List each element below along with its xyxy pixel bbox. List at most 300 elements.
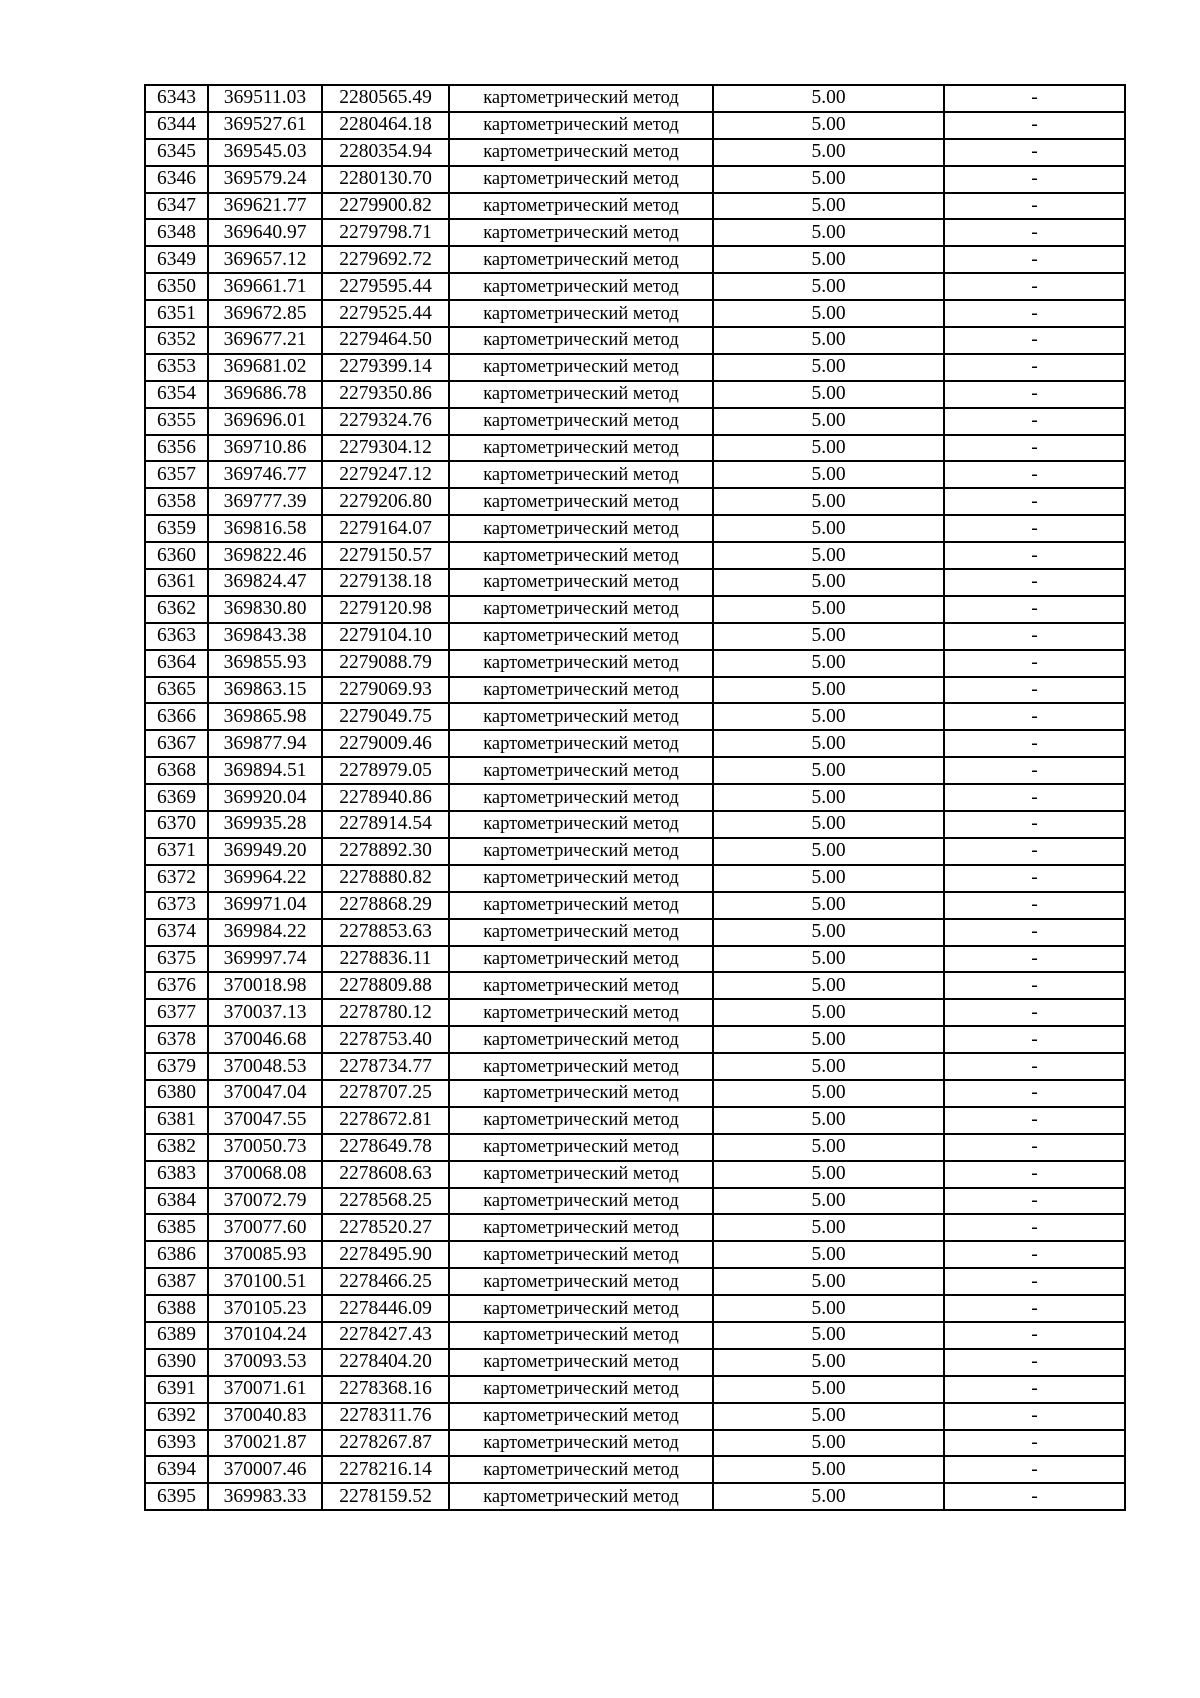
method-cell: картометрический метод (449, 112, 713, 139)
accuracy-cell: 5.00 (713, 1483, 944, 1510)
table-row (145, 784, 1125, 811)
y-coordinate-cell: 2280354.94 (322, 139, 449, 166)
point-number-cell: 6357 (145, 461, 208, 488)
method-cell: картометрический метод (449, 515, 713, 542)
description-cell: - (944, 1295, 1125, 1322)
y-coordinate-cell: 2279120.98 (322, 596, 449, 623)
method-cell: картометрический метод (449, 650, 713, 677)
method-cell: картометрический метод (449, 1403, 713, 1430)
y-coordinate-cell: 2278649.78 (322, 1134, 449, 1161)
y-coordinate-cell: 2278216.14 (322, 1456, 449, 1483)
accuracy-cell: 5.00 (713, 569, 944, 596)
x-coordinate-cell: 369777.39 (208, 488, 322, 515)
description-cell: - (944, 488, 1125, 515)
point-number-cell: 6351 (145, 300, 208, 327)
accuracy-cell: 5.00 (713, 596, 944, 623)
y-coordinate-cell: 2278446.09 (322, 1295, 449, 1322)
description-cell: - (944, 354, 1125, 381)
point-number-cell: 6359 (145, 515, 208, 542)
y-coordinate-cell: 2278853.63 (322, 919, 449, 946)
method-cell: картометрический метод (449, 193, 713, 220)
method-cell: картометрический метод (449, 1376, 713, 1403)
method-cell: картометрический метод (449, 596, 713, 623)
x-coordinate-cell: 369681.02 (208, 354, 322, 381)
method-cell: картометрический метод (449, 757, 713, 784)
table-row (145, 461, 1125, 488)
x-coordinate-cell: 370047.04 (208, 1080, 322, 1107)
y-coordinate-cell: 2278159.52 (322, 1483, 449, 1510)
description-cell: - (944, 542, 1125, 569)
accuracy-cell: 5.00 (713, 461, 944, 488)
method-cell: картометрический метод (449, 1053, 713, 1080)
y-coordinate-cell: 2278568.25 (322, 1188, 449, 1215)
y-coordinate-cell: 2278466.25 (322, 1268, 449, 1295)
point-number-cell: 6361 (145, 569, 208, 596)
point-number-cell: 6362 (145, 596, 208, 623)
method-cell: картометрический метод (449, 1322, 713, 1349)
description-cell: - (944, 193, 1125, 220)
accuracy-cell: 5.00 (713, 1214, 944, 1241)
table-row (145, 1268, 1125, 1295)
accuracy-cell: 5.00 (713, 166, 944, 193)
description-cell: - (944, 85, 1125, 112)
y-coordinate-cell: 2279104.10 (322, 623, 449, 650)
table-row (145, 219, 1125, 246)
table-row (145, 569, 1125, 596)
x-coordinate-cell: 369746.77 (208, 461, 322, 488)
description-cell: - (944, 300, 1125, 327)
x-coordinate-cell: 369949.20 (208, 838, 322, 865)
point-number-cell: 6343 (145, 85, 208, 112)
description-cell: - (944, 515, 1125, 542)
description-cell: - (944, 1430, 1125, 1457)
accuracy-cell: 5.00 (713, 784, 944, 811)
accuracy-cell: 5.00 (713, 865, 944, 892)
accuracy-cell: 5.00 (713, 1349, 944, 1376)
description-cell: - (944, 381, 1125, 408)
y-coordinate-cell: 2278520.27 (322, 1214, 449, 1241)
x-coordinate-cell: 369865.98 (208, 703, 322, 730)
description-cell: - (944, 1322, 1125, 1349)
y-coordinate-cell: 2279138.18 (322, 569, 449, 596)
y-coordinate-cell: 2278753.40 (322, 1026, 449, 1053)
method-cell: картометрический метод (449, 1430, 713, 1457)
point-number-cell: 6386 (145, 1241, 208, 1268)
point-number-cell: 6377 (145, 999, 208, 1026)
method-cell: картометрический метод (449, 219, 713, 246)
point-number-cell: 6384 (145, 1188, 208, 1215)
description-cell: - (944, 677, 1125, 704)
accuracy-cell: 5.00 (713, 703, 944, 730)
point-number-cell: 6365 (145, 677, 208, 704)
description-cell: - (944, 1053, 1125, 1080)
x-coordinate-cell: 369894.51 (208, 757, 322, 784)
x-coordinate-cell: 370068.08 (208, 1161, 322, 1188)
table-row (145, 1107, 1125, 1134)
y-coordinate-cell: 2278940.86 (322, 784, 449, 811)
method-cell: картометрический метод (449, 1241, 713, 1268)
table-row (145, 1403, 1125, 1430)
point-number-cell: 6367 (145, 730, 208, 757)
table-row (145, 112, 1125, 139)
x-coordinate-cell: 369855.93 (208, 650, 322, 677)
table-row (145, 1295, 1125, 1322)
accuracy-cell: 5.00 (713, 246, 944, 273)
method-cell: картометрический метод (449, 1483, 713, 1510)
table-row (145, 865, 1125, 892)
y-coordinate-cell: 2279206.80 (322, 488, 449, 515)
description-cell: - (944, 623, 1125, 650)
method-cell: картометрический метод (449, 623, 713, 650)
y-coordinate-cell: 2279399.14 (322, 354, 449, 381)
x-coordinate-cell: 369527.61 (208, 112, 322, 139)
y-coordinate-cell: 2278267.87 (322, 1430, 449, 1457)
accuracy-cell: 5.00 (713, 1430, 944, 1457)
description-cell: - (944, 435, 1125, 462)
accuracy-cell: 5.00 (713, 919, 944, 946)
description-cell: - (944, 461, 1125, 488)
accuracy-cell: 5.00 (713, 381, 944, 408)
method-cell: картометрический метод (449, 542, 713, 569)
y-coordinate-cell: 2278427.43 (322, 1322, 449, 1349)
point-number-cell: 6395 (145, 1483, 208, 1510)
accuracy-cell: 5.00 (713, 1295, 944, 1322)
description-cell: - (944, 1107, 1125, 1134)
y-coordinate-cell: 2279900.82 (322, 193, 449, 220)
point-number-cell: 6366 (145, 703, 208, 730)
point-number-cell: 6348 (145, 219, 208, 246)
table-row (145, 515, 1125, 542)
description-cell: - (944, 408, 1125, 435)
x-coordinate-cell: 369997.74 (208, 946, 322, 973)
accuracy-cell: 5.00 (713, 1322, 944, 1349)
y-coordinate-cell: 2278836.11 (322, 946, 449, 973)
accuracy-cell: 5.00 (713, 85, 944, 112)
y-coordinate-cell: 2278404.20 (322, 1349, 449, 1376)
y-coordinate-cell: 2279324.76 (322, 408, 449, 435)
method-cell: картометрический метод (449, 1268, 713, 1295)
table-row (145, 623, 1125, 650)
point-number-cell: 6376 (145, 972, 208, 999)
x-coordinate-cell: 369920.04 (208, 784, 322, 811)
description-cell: - (944, 811, 1125, 838)
method-cell: картометрический метод (449, 327, 713, 354)
description-cell: - (944, 1349, 1125, 1376)
table-row (145, 85, 1125, 112)
table-row (145, 1322, 1125, 1349)
description-cell: - (944, 838, 1125, 865)
x-coordinate-cell: 369579.24 (208, 166, 322, 193)
method-cell: картометрический метод (449, 381, 713, 408)
description-cell: - (944, 246, 1125, 273)
x-coordinate-cell: 369696.01 (208, 408, 322, 435)
table-row (145, 273, 1125, 300)
table-row (145, 1080, 1125, 1107)
method-cell: картометрический метод (449, 435, 713, 462)
point-number-cell: 6393 (145, 1430, 208, 1457)
accuracy-cell: 5.00 (713, 946, 944, 973)
x-coordinate-cell: 369621.77 (208, 193, 322, 220)
method-cell: картометрический метод (449, 919, 713, 946)
y-coordinate-cell: 2279464.50 (322, 327, 449, 354)
accuracy-cell: 5.00 (713, 1053, 944, 1080)
coordinates-table-body (145, 85, 1125, 1510)
accuracy-cell: 5.00 (713, 677, 944, 704)
x-coordinate-cell: 369511.03 (208, 85, 322, 112)
table-row (145, 1188, 1125, 1215)
method-cell: картометрический метод (449, 703, 713, 730)
y-coordinate-cell: 2278311.76 (322, 1403, 449, 1430)
table-row (145, 1483, 1125, 1510)
y-coordinate-cell: 2279350.86 (322, 381, 449, 408)
x-coordinate-cell: 369843.38 (208, 623, 322, 650)
method-cell: картометрический метод (449, 246, 713, 273)
x-coordinate-cell: 370085.93 (208, 1241, 322, 1268)
accuracy-cell: 5.00 (713, 408, 944, 435)
table-row (145, 703, 1125, 730)
accuracy-cell: 5.00 (713, 300, 944, 327)
x-coordinate-cell: 370072.79 (208, 1188, 322, 1215)
y-coordinate-cell: 2279069.93 (322, 677, 449, 704)
description-cell: - (944, 1026, 1125, 1053)
y-coordinate-cell: 2279595.44 (322, 273, 449, 300)
point-number-cell: 6391 (145, 1376, 208, 1403)
accuracy-cell: 5.00 (713, 542, 944, 569)
table-row (145, 1376, 1125, 1403)
point-number-cell: 6392 (145, 1403, 208, 1430)
method-cell: картометрический метод (449, 354, 713, 381)
y-coordinate-cell: 2278809.88 (322, 972, 449, 999)
method-cell: картометрический метод (449, 1161, 713, 1188)
description-cell: - (944, 972, 1125, 999)
method-cell: картометрический метод (449, 811, 713, 838)
description-cell: - (944, 1483, 1125, 1510)
method-cell: картометрический метод (449, 892, 713, 919)
x-coordinate-cell: 369710.86 (208, 435, 322, 462)
description-cell: - (944, 650, 1125, 677)
method-cell: картометрический метод (449, 946, 713, 973)
description-cell: - (944, 1268, 1125, 1295)
point-number-cell: 6383 (145, 1161, 208, 1188)
point-number-cell: 6360 (145, 542, 208, 569)
accuracy-cell: 5.00 (713, 193, 944, 220)
description-cell: - (944, 1403, 1125, 1430)
y-coordinate-cell: 2278707.25 (322, 1080, 449, 1107)
accuracy-cell: 5.00 (713, 999, 944, 1026)
y-coordinate-cell: 2280130.70 (322, 166, 449, 193)
accuracy-cell: 5.00 (713, 1026, 944, 1053)
point-number-cell: 6379 (145, 1053, 208, 1080)
x-coordinate-cell: 370046.68 (208, 1026, 322, 1053)
coordinates-table (144, 84, 1126, 1511)
point-number-cell: 6356 (145, 435, 208, 462)
x-coordinate-cell: 369661.71 (208, 273, 322, 300)
accuracy-cell: 5.00 (713, 838, 944, 865)
y-coordinate-cell: 2278892.30 (322, 838, 449, 865)
y-coordinate-cell: 2279798.71 (322, 219, 449, 246)
point-number-cell: 6375 (145, 946, 208, 973)
table-row (145, 354, 1125, 381)
description-cell: - (944, 166, 1125, 193)
point-number-cell: 6345 (145, 139, 208, 166)
x-coordinate-cell: 370077.60 (208, 1214, 322, 1241)
description-cell: - (944, 1188, 1125, 1215)
method-cell: картометрический метод (449, 85, 713, 112)
accuracy-cell: 5.00 (713, 273, 944, 300)
accuracy-cell: 5.00 (713, 488, 944, 515)
accuracy-cell: 5.00 (713, 1268, 944, 1295)
table-row (145, 946, 1125, 973)
y-coordinate-cell: 2280464.18 (322, 112, 449, 139)
point-number-cell: 6382 (145, 1134, 208, 1161)
x-coordinate-cell: 369657.12 (208, 246, 322, 273)
x-coordinate-cell: 370093.53 (208, 1349, 322, 1376)
point-number-cell: 6370 (145, 811, 208, 838)
description-cell: - (944, 1161, 1125, 1188)
description-cell: - (944, 1134, 1125, 1161)
method-cell: картометрический метод (449, 300, 713, 327)
table-row (145, 166, 1125, 193)
description-cell: - (944, 1376, 1125, 1403)
x-coordinate-cell: 370071.61 (208, 1376, 322, 1403)
method-cell: картометрический метод (449, 1214, 713, 1241)
x-coordinate-cell: 369964.22 (208, 865, 322, 892)
description-cell: - (944, 273, 1125, 300)
description-cell: - (944, 1456, 1125, 1483)
y-coordinate-cell: 2279009.46 (322, 730, 449, 757)
y-coordinate-cell: 2278979.05 (322, 757, 449, 784)
description-cell: - (944, 999, 1125, 1026)
x-coordinate-cell: 369971.04 (208, 892, 322, 919)
point-number-cell: 6354 (145, 381, 208, 408)
x-coordinate-cell: 369863.15 (208, 677, 322, 704)
accuracy-cell: 5.00 (713, 1456, 944, 1483)
x-coordinate-cell: 369983.33 (208, 1483, 322, 1510)
method-cell: картометрический метод (449, 1107, 713, 1134)
x-coordinate-cell: 369824.47 (208, 569, 322, 596)
table-row (145, 542, 1125, 569)
y-coordinate-cell: 2279164.07 (322, 515, 449, 542)
point-number-cell: 6364 (145, 650, 208, 677)
table-row (145, 408, 1125, 435)
description-cell: - (944, 784, 1125, 811)
method-cell: картометрический метод (449, 784, 713, 811)
point-number-cell: 6387 (145, 1268, 208, 1295)
accuracy-cell: 5.00 (713, 730, 944, 757)
x-coordinate-cell: 370100.51 (208, 1268, 322, 1295)
description-cell: - (944, 1080, 1125, 1107)
table-row (145, 730, 1125, 757)
x-coordinate-cell: 369640.97 (208, 219, 322, 246)
y-coordinate-cell: 2278914.54 (322, 811, 449, 838)
method-cell: картометрический метод (449, 1349, 713, 1376)
method-cell: картометрический метод (449, 166, 713, 193)
table-row (145, 650, 1125, 677)
x-coordinate-cell: 369822.46 (208, 542, 322, 569)
x-coordinate-cell: 370048.53 (208, 1053, 322, 1080)
accuracy-cell: 5.00 (713, 112, 944, 139)
table-row (145, 919, 1125, 946)
table-row (145, 1134, 1125, 1161)
table-row (145, 1161, 1125, 1188)
table-row (145, 300, 1125, 327)
method-cell: картометрический метод (449, 1295, 713, 1322)
description-cell: - (944, 946, 1125, 973)
description-cell: - (944, 112, 1125, 139)
point-number-cell: 6372 (145, 865, 208, 892)
point-number-cell: 6389 (145, 1322, 208, 1349)
y-coordinate-cell: 2278734.77 (322, 1053, 449, 1080)
table-row (145, 139, 1125, 166)
method-cell: картометрический метод (449, 1188, 713, 1215)
point-number-cell: 6371 (145, 838, 208, 865)
accuracy-cell: 5.00 (713, 219, 944, 246)
point-number-cell: 6374 (145, 919, 208, 946)
table-row (145, 1430, 1125, 1457)
table-row (145, 811, 1125, 838)
point-number-cell: 6381 (145, 1107, 208, 1134)
x-coordinate-cell: 369830.80 (208, 596, 322, 623)
y-coordinate-cell: 2278880.82 (322, 865, 449, 892)
description-cell: - (944, 892, 1125, 919)
y-coordinate-cell: 2278495.90 (322, 1241, 449, 1268)
accuracy-cell: 5.00 (713, 1403, 944, 1430)
description-cell: - (944, 1241, 1125, 1268)
point-number-cell: 6380 (145, 1080, 208, 1107)
accuracy-cell: 5.00 (713, 354, 944, 381)
x-coordinate-cell: 369672.85 (208, 300, 322, 327)
y-coordinate-cell: 2280565.49 (322, 85, 449, 112)
method-cell: картометрический метод (449, 1134, 713, 1161)
y-coordinate-cell: 2278608.63 (322, 1161, 449, 1188)
table-row (145, 677, 1125, 704)
table-row (145, 1214, 1125, 1241)
point-number-cell: 6394 (145, 1456, 208, 1483)
y-coordinate-cell: 2279525.44 (322, 300, 449, 327)
x-coordinate-cell: 370007.46 (208, 1456, 322, 1483)
table-row (145, 1456, 1125, 1483)
description-cell: - (944, 757, 1125, 784)
x-coordinate-cell: 370018.98 (208, 972, 322, 999)
point-number-cell: 6390 (145, 1349, 208, 1376)
accuracy-cell: 5.00 (713, 650, 944, 677)
method-cell: картометрический метод (449, 838, 713, 865)
x-coordinate-cell: 369677.21 (208, 327, 322, 354)
table-row (145, 246, 1125, 273)
y-coordinate-cell: 2279088.79 (322, 650, 449, 677)
description-cell: - (944, 919, 1125, 946)
x-coordinate-cell: 369545.03 (208, 139, 322, 166)
method-cell: картометрический метод (449, 408, 713, 435)
description-cell: - (944, 139, 1125, 166)
point-number-cell: 6373 (145, 892, 208, 919)
accuracy-cell: 5.00 (713, 515, 944, 542)
method-cell: картометрический метод (449, 139, 713, 166)
table-row (145, 1026, 1125, 1053)
accuracy-cell: 5.00 (713, 1080, 944, 1107)
point-number-cell: 6344 (145, 112, 208, 139)
y-coordinate-cell: 2279304.12 (322, 435, 449, 462)
x-coordinate-cell: 370047.55 (208, 1107, 322, 1134)
point-number-cell: 6363 (145, 623, 208, 650)
x-coordinate-cell: 369816.58 (208, 515, 322, 542)
table-row (145, 1053, 1125, 1080)
accuracy-cell: 5.00 (713, 1161, 944, 1188)
y-coordinate-cell: 2279692.72 (322, 246, 449, 273)
x-coordinate-cell: 369984.22 (208, 919, 322, 946)
table-row (145, 327, 1125, 354)
x-coordinate-cell: 370050.73 (208, 1134, 322, 1161)
